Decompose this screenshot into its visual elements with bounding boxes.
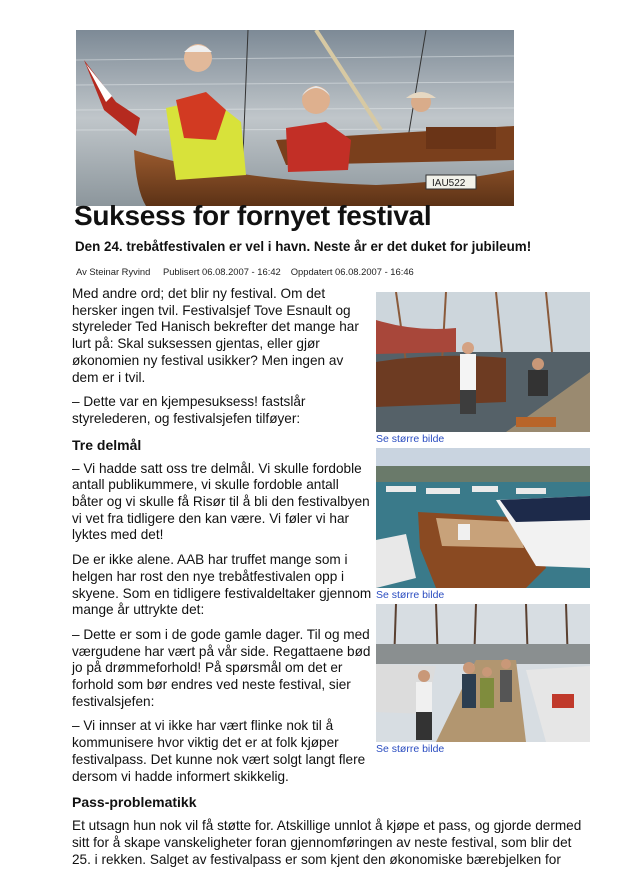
updated-date: Oppdatert 06.08.2007 - 16:46: [290, 266, 414, 277]
article-title: Suksess for fornyet festival: [74, 200, 432, 231]
photo-pier-crowd: [376, 604, 590, 742]
paragraph: – Vi hadde satt oss tre delmål. Vi skulle fordoble antall publikummere, vi skulle fordoble antall båter og vi skulle få Risør til å bli den festivalbyen vi vet fra tidligere den kan være. Vi føler vi har lyktes med det!: [72, 460, 370, 543]
photo-marina: [376, 448, 590, 588]
article-subtitle: Den 24. trebåtfestivalen er vel i havn. Neste år er det duket for jubileum!: [75, 239, 532, 254]
figure-harbor: [376, 292, 590, 445]
photo-harbor-dock: [376, 292, 590, 432]
figure-marina: [376, 448, 590, 601]
paragraph: – Vi innser at vi ikke har vært flinke nok til å kommunisere hvor viktig det er at folk kjøper festivalpass. Det kunne nok vært solgt langt flere dersom vi hadde informert skikkelig.: [72, 718, 366, 784]
paragraph: Et utsagn hun nok vil få støtte for. Atskillige unnlot å kjøpe et pass, og gjorde dermed sitt for å skape vanskeligheter foran gjennomføringen av neste festival, som blir det 25. i rekken. Salget av festivalpass er som kjent den økonomiske bærebjelken for: [72, 818, 582, 867]
section-heading: Pass-problematikk: [72, 794, 197, 811]
byline: [76, 266, 424, 277]
enlarge-image-link-2[interactable]: Se større bilde: [376, 589, 445, 601]
author: Av Steinar Ryvind: [76, 266, 151, 277]
registration-plate: IAU522: [432, 178, 466, 189]
paragraph: De er ikke alene. AAB har truffet mange som i helgen har rost den nye trebåtfestivalen opp i skyene. Som en tidligere festivaldeltaker gjennom mange år uttrykte det:: [72, 552, 372, 618]
paragraph: Med andre ord; det blir ny festival. Om det hersker ingen tvil. Festivalsjef Tove Esnault og styreleder Ted Hanisch bekrefter det mange har lurt på: Skal suksessen gjentas, eller gjør økonomien ny festival usikker? Men ingen av dem er i tvil.: [72, 286, 359, 385]
enlarge-image-link-3[interactable]: Se større bilde: [376, 743, 445, 755]
hero-photo: [76, 30, 514, 206]
section-heading: Tre delmål: [72, 436, 142, 453]
paragraph: – Dette var en kjempesuksess! fastslår styrelederen, og festivalsjefen tilføyer:: [72, 394, 306, 426]
figure-pier-crowd: [376, 604, 590, 755]
paragraph: – Dette er som i de gode gamle dager. Til og med værgudene har vært på vår side. Regattaene bød jo på drømmeforhold! På spørsmål om det er forhold som bør endres ved neste festival, sier festivalsjefen:: [72, 626, 371, 709]
enlarge-image-link-1[interactable]: Se større bilde: [376, 433, 445, 445]
published-date: Publisert 06.08.2007 - 16:42: [162, 266, 281, 277]
